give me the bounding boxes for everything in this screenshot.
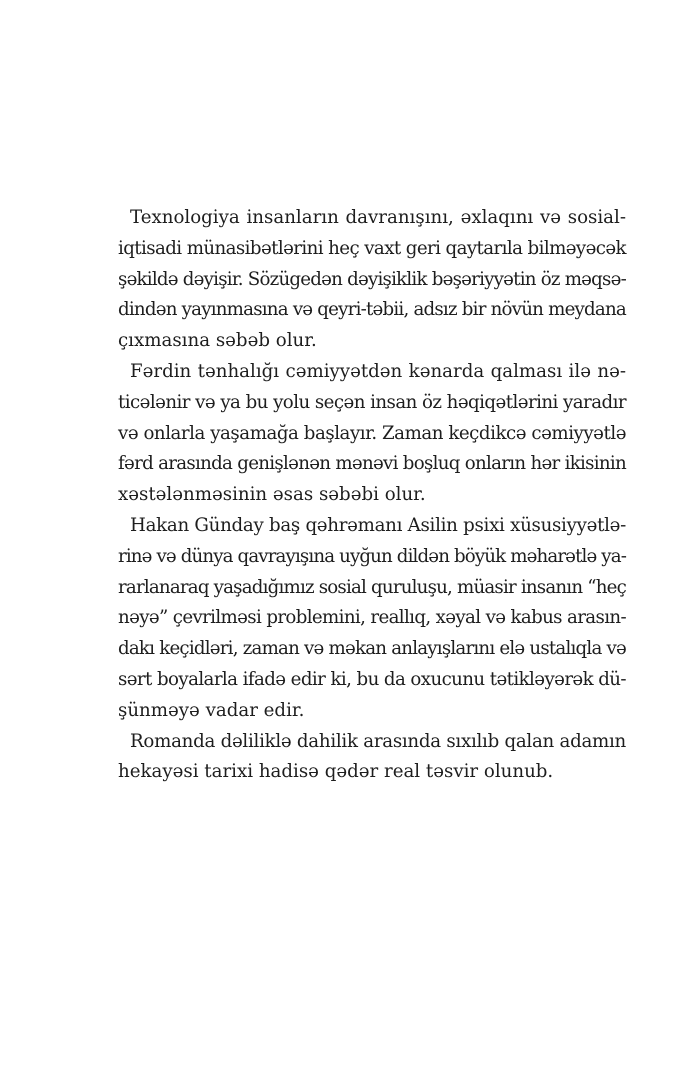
text-line: ticələnir və ya bu yolu seçən insan öz həqiqətlərini yaradır xyxy=(118,391,626,413)
paragraph-2 xyxy=(118,357,626,511)
text-line: dakı keçidləri, zaman və məkan anlayışlarını elə ustalıqla və xyxy=(118,638,626,660)
text-line: Texnologiya insanların davranışını, əxlaqını və sosial- xyxy=(130,207,626,228)
text-line: Fərdin tənhalığı cəmiyyətdən kənarda qalması ilə nə- xyxy=(130,360,626,382)
text-line: çıxmasına səbəb olur. xyxy=(118,330,317,352)
paragraph-4 xyxy=(118,727,626,789)
text-line: və onlarla yaşamağa başlayır. Zaman keçdikcə cəmiyyətlə xyxy=(118,422,626,444)
text-line: şünməyə vadar edir. xyxy=(118,699,305,721)
text-line: sərt boyalarla ifadə edir ki, bu da oxucunu tətikləyərək dü- xyxy=(118,668,626,690)
text-line: dindən yayınmasına və qeyri-təbii, adsız bir növün meydana xyxy=(118,299,626,321)
text-line: rinə və dünya qavrayışına uyğun dildən böyük məharətlə ya- xyxy=(118,545,626,567)
paragraph-1 xyxy=(118,203,626,357)
text-line: Romanda dəliliklə dahilik arasında sıxılıb qalan adamın xyxy=(130,730,626,752)
text-line: xəstələnməsinin əsas səbəbi olur. xyxy=(118,484,426,506)
body-text xyxy=(118,203,626,788)
text-line: fərd arasında genişlənən mənəvi boşluq onların hər ikisinin xyxy=(118,453,626,475)
text-line: şəkildə dəyişir. Sözügedən dəyişiklik bəşəriyyətin öz məqsə- xyxy=(118,268,626,290)
text-line: nəyə” çevrilməsi problemini, reallıq, xəyal və kabus arasın- xyxy=(118,607,626,629)
paragraph-3 xyxy=(118,511,626,727)
text-line: hekayəsi tarixi hadisə qədər real təsvir olunub. xyxy=(118,761,554,783)
text-line: rarlanaraq yaşadığımız sosial quruluşu, müasir insanın “heç xyxy=(118,576,626,598)
text-line: Hakan Günday baş qəhrəmanı Asilin psixi xüsusiyyətlə- xyxy=(130,514,626,536)
text-line: iqtisadi münasibətlərini heç vaxt geri qaytarıla bilməyəcək xyxy=(118,237,626,259)
